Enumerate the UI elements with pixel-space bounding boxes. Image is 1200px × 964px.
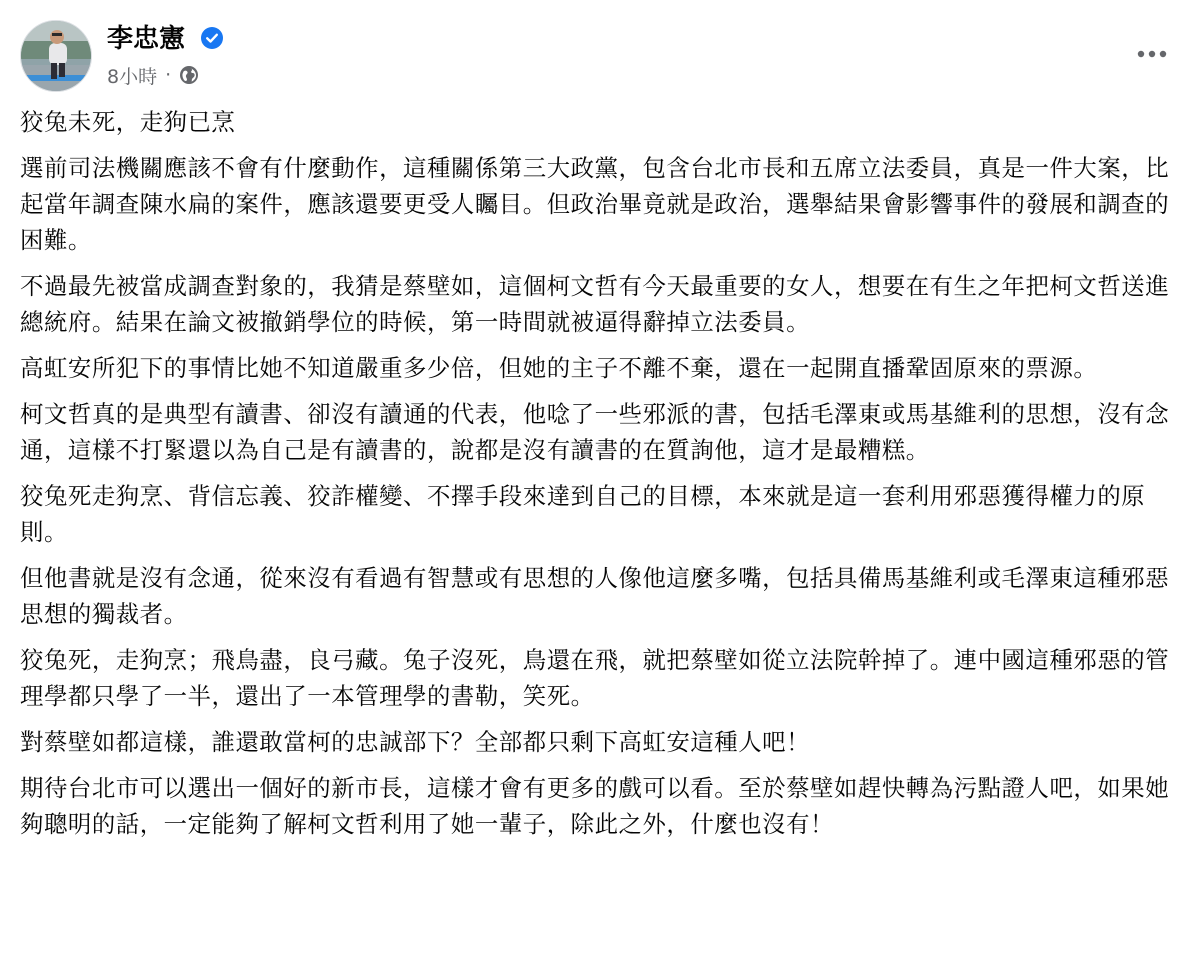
author-name[interactable]: 李忠憲 bbox=[107, 24, 186, 54]
post-paragraph: 選前司法機關應該不會有什麼動作，這種關係第三大政黨，包含台北市長和五席立法委員，真是一件大案，比起當年調查陳水扁的案件，應該還要更受人矚目。但政治畢竟就是政治，選舉結果會影響事件的發展和調查的困難。 bbox=[20, 154, 1170, 254]
meta-separator: · bbox=[165, 64, 172, 86]
avatar-photo bbox=[21, 21, 92, 92]
post-paragraph: 高虹安所犯下的事情比她不知道嚴重多少倍，但她的主子不離不棄，還在一起開直播鞏固原來的票源。 bbox=[20, 354, 1098, 382]
post-paragraph: 期待台北市可以選出一個好的新市長，這樣才會有更多的戲可以看。至於蔡壁如趕快轉為污點證人吧，如果她夠聰明的話，一定能夠了解柯文哲利用了她一輩子，除此之外，什麼也沒有！ bbox=[20, 774, 1170, 838]
post-paragraph: 狡兔死走狗烹、背信忘義、狡詐權變、不擇手段來達到自己的目標，本來就是這一套利用邪惡獲得權力的原則。 bbox=[20, 482, 1146, 546]
globe-icon[interactable] bbox=[179, 65, 199, 85]
more-options-button[interactable] bbox=[1132, 42, 1172, 66]
post-meta bbox=[107, 62, 199, 88]
avatar[interactable] bbox=[20, 20, 92, 92]
post-paragraph: 不過最先被當成調查對象的，我猜是蔡壁如，這個柯文哲有今天最重要的女人，想要在有生之年把柯文哲送進總統府。結果在論文被撤銷學位的時候，第一時間就被逼得辭掉立法委員。 bbox=[20, 272, 1170, 336]
timestamp-link[interactable]: 8小時 bbox=[107, 65, 158, 88]
post-paragraph-title: 狡兔未死，走狗已烹 bbox=[20, 108, 236, 136]
verified-badge-icon bbox=[201, 27, 223, 49]
post-paragraph: 柯文哲真的是典型有讀書、卻沒有讀通的代表，他唸了一些邪派的書，包括毛澤東或馬基維利的思想，沒有念通，這樣不打緊還以為自己是有讀書的，說都是沒有讀書的在質詢他，這才是最糟糕。 bbox=[20, 400, 1170, 464]
more-options-icon bbox=[1137, 50, 1167, 58]
post-paragraph: 但他書就是沒有念通，從來沒有看過有智慧或有思想的人像他這麼多嘴，包括具備馬基維利或毛澤東這種邪惡思想的獨裁者。 bbox=[20, 564, 1170, 628]
post-paragraph: 狡兔死，走狗烹；飛鳥盡，良弓藏。兔子沒死，鳥還在飛，就把蔡壁如從立法院幹掉了。連中國這種邪惡的管理學都只學了一半，還出了一本管理學的書勒，笑死。 bbox=[20, 646, 1170, 710]
post-header bbox=[20, 20, 1180, 90]
post-body bbox=[20, 104, 1180, 852]
post-paragraph: 對蔡壁如都這樣，誰還敢當柯的忠誠部下？全部都只剩下高虹安這種人吧！ bbox=[20, 728, 811, 756]
